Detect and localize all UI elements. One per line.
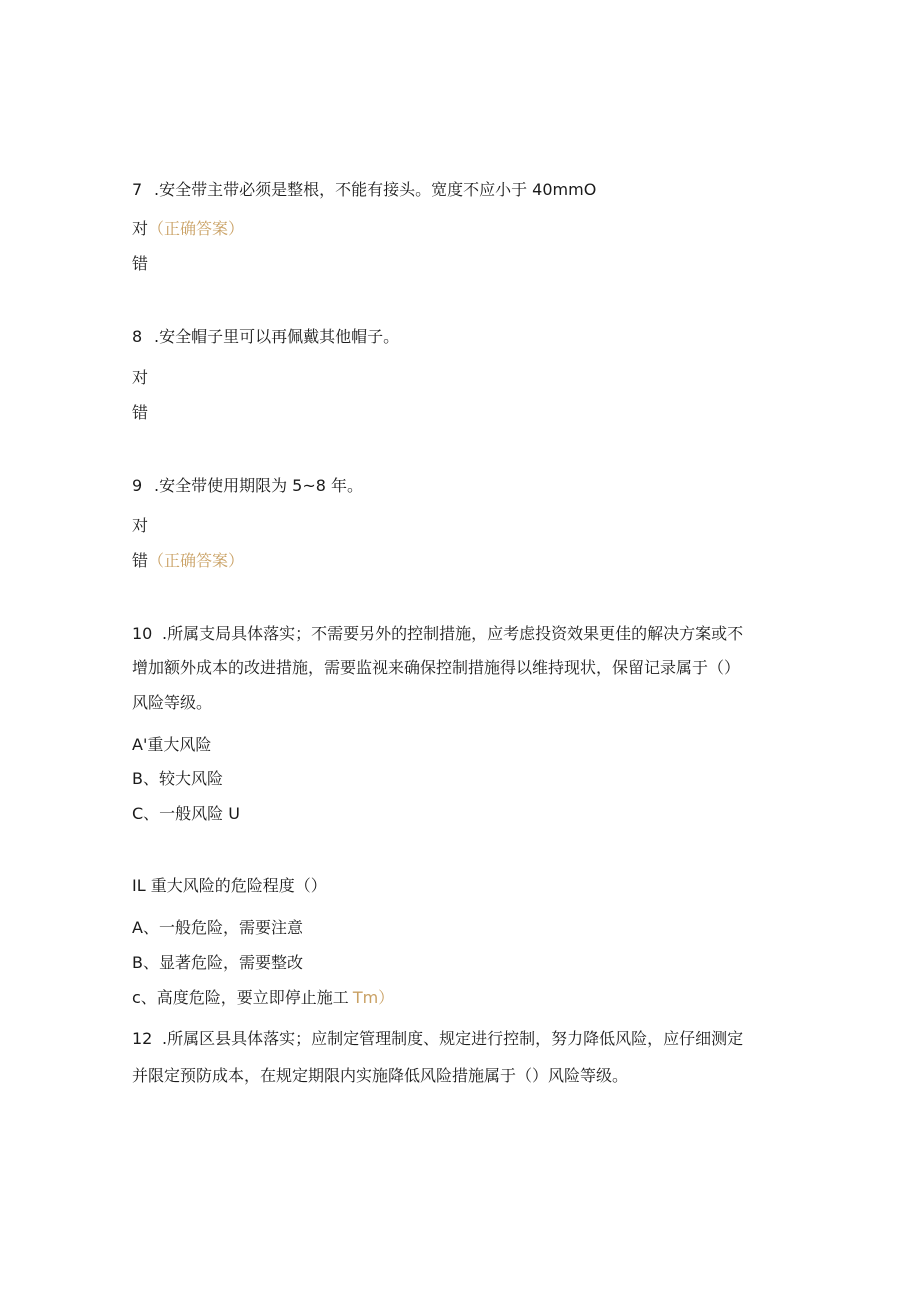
option-label: 对 (132, 368, 149, 387)
question-12-continued (132, 1066, 628, 1086)
option-label: A、一般危险，需要注意 (132, 918, 303, 937)
option-label: 错 (132, 254, 149, 273)
q9-option-false[interactable] (132, 551, 244, 571)
option-label: 错 (132, 403, 149, 422)
question-10 (132, 624, 743, 644)
question-9 (132, 476, 363, 496)
question-12 (132, 1029, 743, 1049)
option-label: 错 (132, 551, 149, 570)
option-label: c、高度危险，要立即停止施工 (132, 988, 349, 1007)
q10-option-c[interactable] (132, 804, 240, 824)
q7-option-false[interactable] (132, 254, 148, 274)
option-label: B、显著危险，需要整改 (132, 953, 303, 972)
q10-option-a[interactable] (132, 735, 211, 755)
option-label: A'重大风险 (132, 735, 212, 754)
question-number: 9 (132, 476, 143, 495)
option-label: 对 (132, 219, 149, 238)
option-label: 对 (132, 516, 149, 535)
question-number: 12 (132, 1029, 153, 1048)
question-number: 7 (132, 180, 143, 199)
q11-option-c[interactable] (132, 988, 394, 1008)
correct-answer-mark: Tm） (352, 988, 395, 1007)
question-text-line: 并限定预防成本，在规定期限内实施降低风险措施属于（）风险等级。 (132, 1066, 629, 1085)
option-label: B、较大风险 (132, 769, 223, 788)
question-text: .安全带主带必须是整根，不能有接头。宽度不应小于 40mmO (154, 180, 597, 199)
question-text: .安全帽子里可以再佩戴其他帽子。 (154, 327, 400, 346)
question-text-line: .所属支局具体落实；不需要另外的控制措施，应考虑投资效果更佳的解决方案或不 (162, 624, 744, 643)
question-11 (132, 876, 327, 896)
q8-option-false[interactable] (132, 403, 148, 423)
q11-option-b[interactable] (132, 953, 303, 973)
question-text: IL 重大风险的危险程度（） (132, 876, 327, 895)
question-text: .安全带使用期限为 5~8 年。 (154, 476, 364, 495)
question-number: 10 (132, 624, 153, 643)
question-7 (132, 180, 596, 200)
question-number: 8 (132, 327, 143, 346)
question-10-continued (132, 693, 212, 713)
question-text-line: .所属区县具体落实；应制定管理制度、规定进行控制，努力降低风险，应仔细测定 (162, 1029, 744, 1048)
q9-option-true[interactable] (132, 516, 148, 536)
question-text-line: 风险等级。 (132, 693, 213, 712)
option-label: C、一般风险 U (132, 804, 240, 823)
q7-option-true[interactable] (132, 219, 244, 239)
correct-answer-mark: （正确答案） (148, 551, 245, 570)
question-8 (132, 327, 399, 347)
question-text-line: 增加额外成本的改进措施，需要监视来确保控制措施得以维持现状，保留记录属于（） (132, 658, 741, 677)
q11-option-a[interactable] (132, 918, 303, 938)
question-10-continued (132, 658, 740, 678)
correct-answer-mark: （正确答案） (148, 219, 245, 238)
q10-option-b[interactable] (132, 769, 223, 789)
q8-option-true[interactable] (132, 368, 148, 388)
